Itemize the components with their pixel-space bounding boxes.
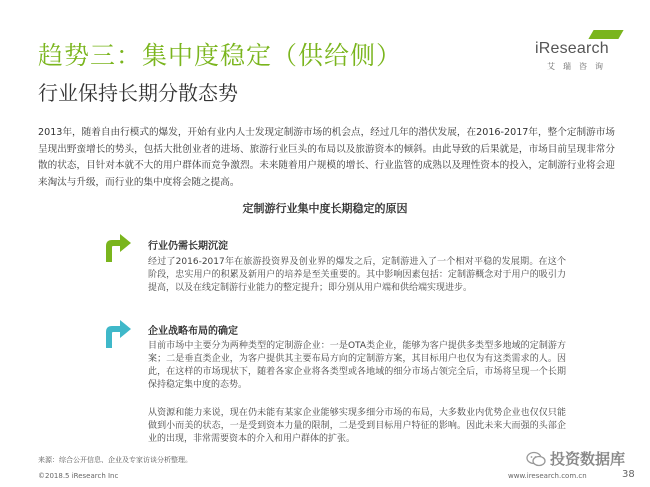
watermark: [526, 448, 625, 469]
block-title-2: 企业战略布局的确定: [148, 326, 238, 337]
page-title: 趋势三：集中度稳定（供给侧）: [38, 41, 403, 70]
block-text-2: 目前市场中主要分为两种类型的定制游企业：一是OTA类企业，能够为客户提供多类型多地域的定制游方案；二是垂直类企业，为客户提供其主要布局方向的定制游方案，其目标用户也仅为有这类需求的人。因此，在这样的市场现状下，随着各家企业将各类型或各地域的细分市场占领完全后，市场将呈现一个长期保持稳定集中度的态势。: [148, 341, 566, 390]
website-url: www.iresearch.com.cn: [508, 472, 587, 480]
arrow-turn-right-icon: [100, 316, 134, 350]
block-title-1: 行业仍需长期沉淀: [148, 241, 228, 252]
block-text-1: 经过了2016-2017年在旅游投资界及创业界的爆发之后，定制游进入了一个相对平稳的发展期。在这个阶段，忠实用户的积累及新用户的培养是至关重要的。其中影响因素包括：定制游概念对于用户的吸引力提高，以及在线定制游行业能力的整定提升；即分别从用户端和供给端实现进步。: [148, 257, 566, 293]
copyright: ©2018.5 iResearch Inc: [38, 472, 119, 480]
block-text-3: 从资源和能力来说，现在仍未能有某家企业能够实现多细分市场的布局，大多数业内优势企业也仅仅只能做到小而美的状态，一是受到资本力量的限制，二是受到目标用户特征的影响。因此未来大而强的头部企业的出现，非常需要资本的介入和用户群体的扩张。: [148, 408, 566, 444]
intro-paragraph: 2013年，随着自由行模式的爆发，开始有业内人士发现定制游市场的机会点，经过几年的潜伏发展，在2016-2017年，整个定制游市场呈现出野蛮增长的势头，包括大批创业者的进场、旅游行业巨头的布局以及旅游资本的倾斜。由此导致的后果就是，市场目前呈现非常分散的状态，目针对本就不大的用户群体而竞争激烈。未来随着用户规模的增长、行业监管的成熟以及理性资本的投入，定制游行业将会迎来淘汰与升级，而行业的集中度将会随之提高。: [38, 127, 615, 188]
watermark-text: 投资数据库: [550, 450, 626, 468]
page-number: 38: [622, 469, 635, 480]
logo-cn-name: 艾瑞咨询: [547, 62, 611, 71]
logo-name: iResearch: [535, 40, 609, 57]
logo-accent-mark: [588, 30, 623, 39]
iresearch-logo: [535, 30, 625, 74]
section-title: 定制游行业集中度长期稳定的原因: [242, 202, 408, 215]
source-note: 来源：综合公开信息、企业及专家访谈分析整理。: [38, 456, 192, 464]
page-subtitle: 行业保持长期分散态势: [38, 81, 238, 105]
wechat-icon: [526, 451, 546, 467]
arrow-turn-right-icon: [100, 230, 134, 264]
